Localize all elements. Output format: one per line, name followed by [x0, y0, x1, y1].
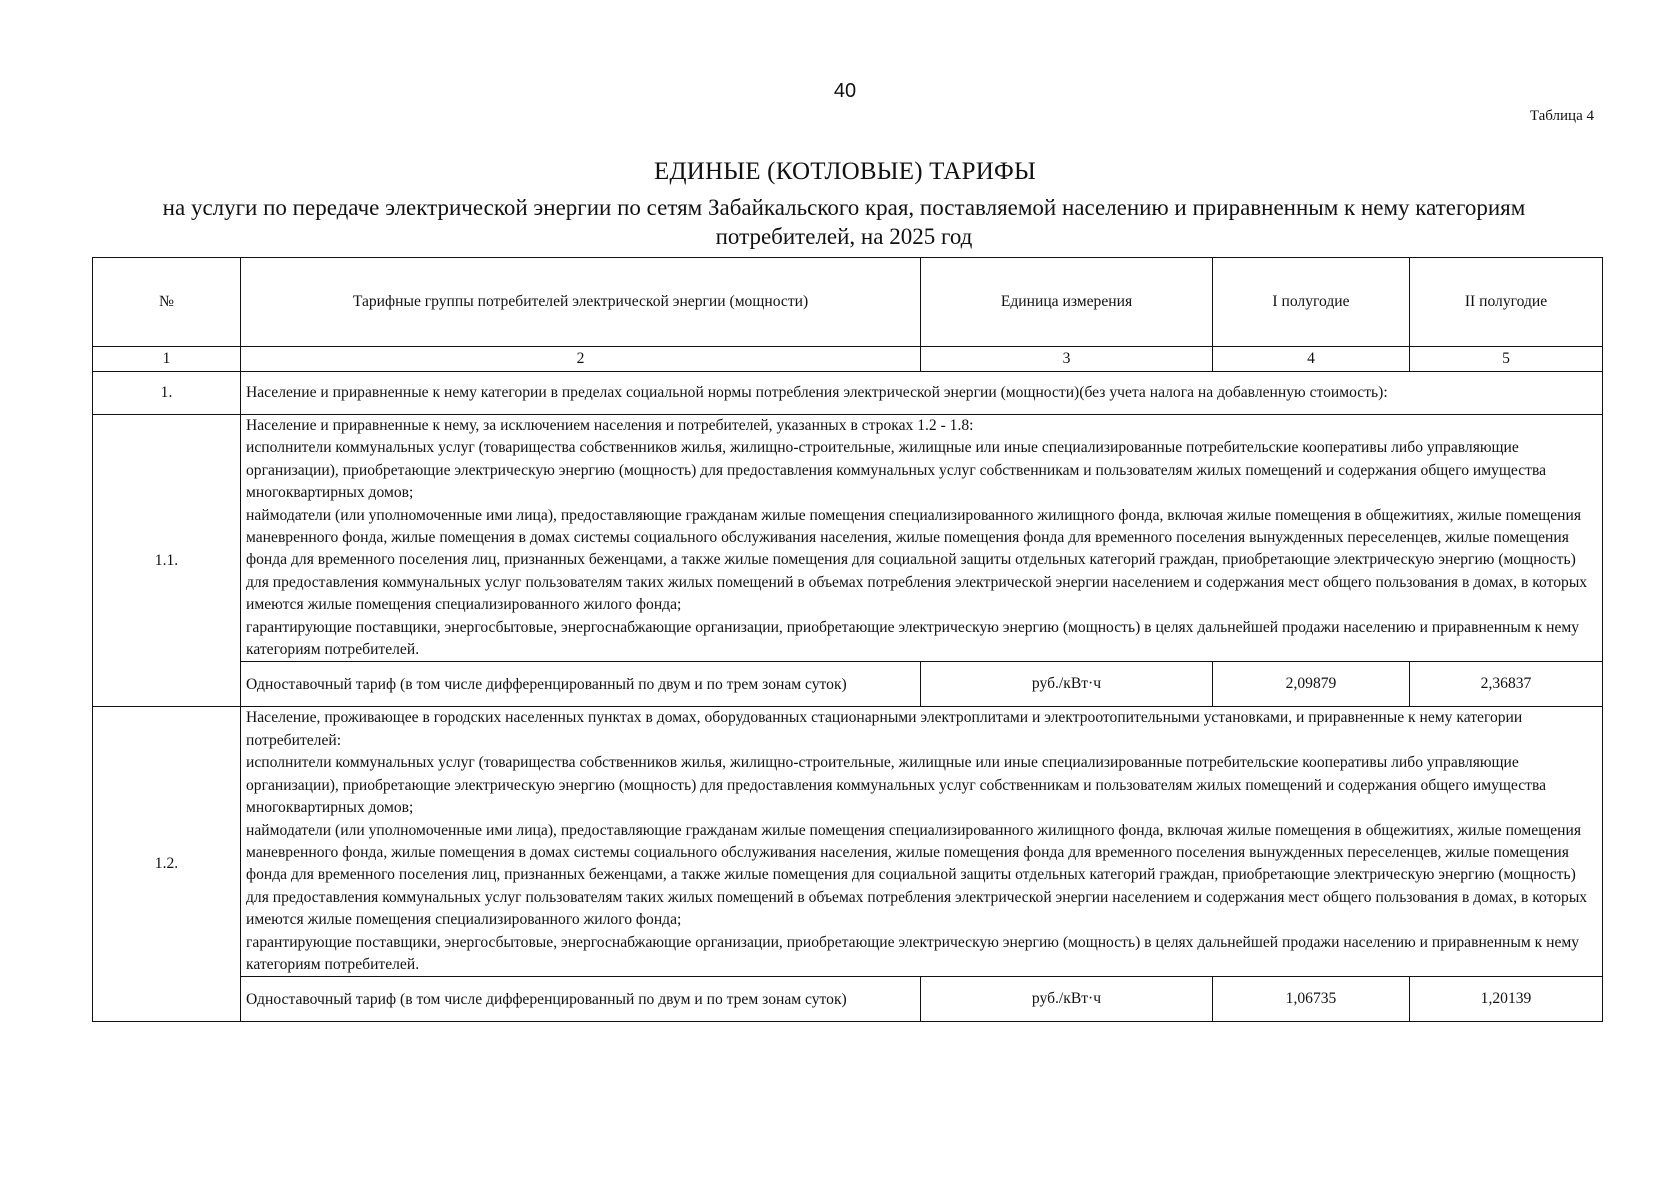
description-paragraph: Население и приравненные к нему, за исключением населения и потребителей, указанных в строках 1.2 - 1.8:: [246, 417, 974, 434]
description-paragraph: гарантирующие поставщики, энергосбытовые, энергоснабжающие организации, приобретающие электрическую энергию (мощность) в целях дальнейшей продажи населению и приравненным к нему категориям потребителей.: [246, 618, 1580, 659]
table-row: [93, 415, 1603, 662]
table-row: [93, 707, 1603, 977]
tariff-name: Одноставочный тариф (в том числе дифференцированный по двум и по трем зонам суток): [241, 977, 921, 1022]
unit-cell: руб./кВт·ч: [921, 977, 1213, 1022]
column-number: 3: [921, 347, 1213, 372]
half2-value: 2,36837: [1410, 662, 1603, 707]
half2-value: 1,20139: [1410, 977, 1603, 1022]
column-header-unit: Единица измерения: [921, 258, 1213, 347]
unit-cell: руб./кВт·ч: [921, 662, 1213, 707]
description-paragraph: исполнители коммунальных услуг (товарищества собственников жилья, жилищно-строительные, жилищные или иные специализированные потребительские кооперативы либо управляющие организации), приобретающие электрическую энергию (мощность) для предоставления коммунальных услуг собственникам и пользователям жилых помещений и содержания общего имущества многоквартирных домов;: [246, 754, 1547, 817]
column-number: 1: [93, 347, 241, 372]
row-number: 1.1.: [93, 415, 241, 707]
description-paragraph: наймодатели (или уполномоченные ими лица), предоставляющие гражданам жилые помещения специализированного жилищного фонда, включая жилые помещения в общежитиях, жилые помещения маневренного фонда, жилые помещения в домах системы социального обслуживания населения, жилые помещения фонда для временного поселения вынужденных переселенцев, жилые помещения фонда для временного поселения лиц, признанных беженцами, а также жилые помещения для социальной защиты отдельных категорий граждан, приобретающие электрическую энергию (мощность) для предоставления коммунальных услуг пользователям таких жилых помещений в объемах потребления электрической энергии населением и содержания мест общего пользования в домах, в которых имеются жилые помещения специализированного жилого фонда;: [246, 506, 1588, 614]
column-header-tariff-group: Тарифные группы потребителей электрической энергии (мощности): [241, 258, 921, 347]
table-row: [93, 372, 1603, 415]
column-number: 2: [241, 347, 921, 372]
column-header-number: №: [93, 258, 241, 347]
half1-value: 1,06735: [1213, 977, 1410, 1022]
table-label: Таблица 4: [1529, 108, 1594, 124]
column-number: 4: [1213, 347, 1410, 372]
description-paragraph: гарантирующие поставщики, энергосбытовые, энергоснабжающие организации, приобретающие электрическую энергию (мощность) в целях дальнейшей продажи населению и приравненным к нему категориям потребителей.: [246, 933, 1580, 973]
column-number: 5: [1410, 347, 1603, 372]
document-title: ЕДИНЫЕ (КОТЛОВЫЕ) ТАРИФЫ: [654, 158, 1036, 185]
row-number: 1.: [93, 372, 241, 415]
tariff-table: [92, 257, 1603, 1022]
column-header-half2: II полугодие: [1410, 258, 1603, 347]
table-header-row: [93, 258, 1603, 347]
tariff-name: Одноставочный тариф (в том числе дифференцированный по двум и по трем зонам суток): [241, 662, 921, 707]
column-header-half1: I полугодие: [1213, 258, 1410, 347]
page-number: 40: [833, 80, 857, 102]
tariff-row: [93, 977, 1603, 1022]
row-description: Население и приравненные к нему категории в пределах социальной нормы потребления электрической энергии (мощности)(без учета налога на добавленную стоимость):: [241, 372, 1603, 415]
description-paragraph: наймодатели (или уполномоченные ими лица), предоставляющие гражданам жилые помещения специализированного жилищного фонда, включая жилые помещения в общежитиях, жилые помещения маневренного фонда, жилые помещения в домах системы социального обслуживания населения, жилые помещения фонда для временного поселения вынужденных переселенцев, жилые помещения фонда для временного поселения лиц, признанных беженцами, а также жилые помещения для социальной защиты отдельных категорий граждан, приобретающие электрическую энергию (мощность) для предоставления коммунальных услуг пользователям таких жилых помещений в объемах потребления электрической энергии населением и содержания мест общего пользования в домах, в которых имеются жилые помещения специализированного жилого фонда;: [246, 821, 1588, 929]
column-number-row: [93, 347, 1603, 372]
half1-value: 2,09879: [1213, 662, 1410, 707]
row-description: [241, 415, 1603, 662]
document-subtitle: на услуги по передаче электрической энергии по сетям Забайкальского края, поставляемой населению и приравненным к нему категориям потребителей, на 2025 год: [162, 195, 1526, 249]
description-paragraph: Население, проживающее в городских населенных пунктах в домах, оборудованных стационарными электроплитами и электроотопительными установками, и приравненные к нему категории потребителей:: [246, 709, 1523, 749]
row-number: 1.2.: [93, 707, 241, 1022]
tariff-row: [93, 662, 1603, 707]
description-paragraph: исполнители коммунальных услуг (товарищества собственников жилья, жилищно-строительные, жилищные или иные специализированные потребительские кооперативы либо управляющие организации), приобретающие электрическую энергию (мощность) для предоставления коммунальных услуг собственникам и пользователям жилых помещений и содержания общего имущества многоквартирных домов;: [246, 439, 1547, 502]
row-description: [241, 707, 1603, 977]
